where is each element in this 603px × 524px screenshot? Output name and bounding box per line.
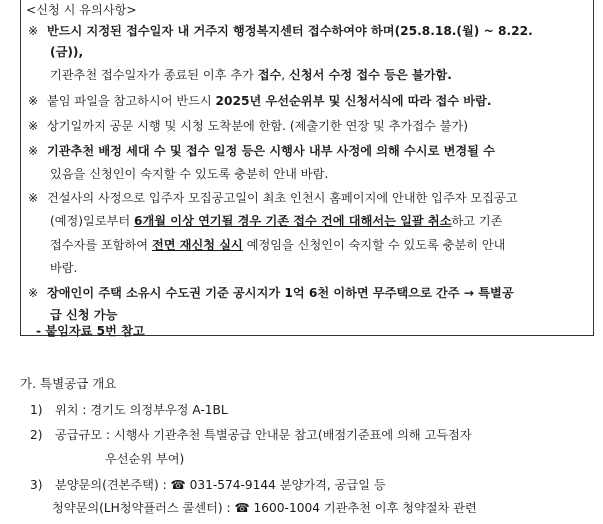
notice-bullet: ※ xyxy=(28,191,39,205)
notice-title: <신청 시 유의사항> xyxy=(26,3,137,17)
notice-line xyxy=(47,285,514,301)
notice-line xyxy=(47,118,468,134)
notice-footnote: - 붙임자료 5번 참고 xyxy=(36,324,145,338)
section-item-text: 위치 : 경기도 의정부우정 A-1BL xyxy=(55,403,228,417)
notice-bullet: ※ xyxy=(28,24,39,38)
notice-bullet: ※ xyxy=(28,286,39,300)
section-item-number: 2) xyxy=(30,428,43,442)
section-item-number: 1) xyxy=(30,403,43,417)
notice-line xyxy=(47,93,491,109)
notice-text: 접수 xyxy=(257,68,282,82)
notice-text: 2025년 우선순위부 및 신청서식에 따라 접수 바람. xyxy=(215,94,492,108)
notice-text: 붙임 파일을 참고하시어 반드시 xyxy=(47,94,216,108)
notice-text: 반드시 지정된 접수일자 내 거주지 행정복지센터 접수하여야 하며(25.8.18.(월) ~ 8.22. xyxy=(47,24,533,38)
notice-line xyxy=(47,190,517,206)
notice-text: 기관추천 접수일자가 종료된 이후 추가 xyxy=(50,68,258,82)
notice-bullet: ※ xyxy=(28,144,39,158)
notice-text: 있음을 신청인이 숙지할 수 있도록 충분히 안내 바람. xyxy=(50,167,329,181)
notice-line xyxy=(50,166,328,182)
notice-text: 장애인이 주택 소유시 수도권 기준 공시지가 1억 6천 이하면 무주택으로 간주 → 특별공 xyxy=(47,286,514,300)
notice-text: 급 신청 가능 xyxy=(50,308,118,322)
notice-text: , xyxy=(281,68,290,82)
notice-text: 바람. xyxy=(50,261,78,275)
notice-line xyxy=(50,213,502,229)
notice-line xyxy=(50,307,117,323)
notice-text: 전면 재신청 실시 xyxy=(151,238,243,252)
notice-text: 건설사의 사정으로 입주자 모집공고일이 최초 인천시 홈페이지에 안내한 입주자 모집공고 xyxy=(47,191,518,205)
notice-text: 기관추천 배정 세대 수 및 접수 일정 등은 시행사 내부 사정에 의해 수시로 변경될 수 xyxy=(47,144,495,158)
notice-text: 6개월 이상 연기될 경우 기존 접수 건에 대해서는 일괄 취소 xyxy=(134,214,452,228)
notice-line xyxy=(50,237,505,253)
notice-text: 접수자를 포함하여 xyxy=(50,238,152,252)
notice-line xyxy=(47,143,495,159)
notice-line xyxy=(50,260,77,276)
notice-line xyxy=(47,23,533,39)
notice-text: 예정임을 신청인이 숙지할 수 있도록 충분히 안내 xyxy=(242,238,506,252)
section-title: 가. 특별공급 개요 xyxy=(20,376,117,391)
section-item-text: 공급규모 : 시행사 기관추천 특별공급 안내문 참고(배점기준표에 의해 고득점자 xyxy=(55,428,472,442)
notice-line xyxy=(50,44,83,60)
section-item-text: 분양문의(견본주택) : ☎ 031-574-9144 분양가격, 공급일 등 xyxy=(55,478,386,492)
notice-bullet: ※ xyxy=(28,119,39,133)
notice-text: 상기일까지 공문 시행 및 시청 도착분에 한함. (제출기한 연장 및 추가접수 불가) xyxy=(47,119,468,133)
notice-text: 하고 기존 xyxy=(451,214,503,228)
section-item-text: 우선순위 부여) xyxy=(105,452,185,466)
notice-line xyxy=(50,67,452,83)
notice-text: 신청서 수정 접수 등은 불가함. xyxy=(289,68,452,82)
notice-bullet: ※ xyxy=(28,94,39,108)
section-item-number: 3) xyxy=(30,478,43,492)
section-item-text: 청약문의(LH청약플러스 콜센터) : ☎ 1600-1004 기관추천 이후 청약절차 관련 xyxy=(52,501,477,515)
notice-text: (금)), xyxy=(50,45,84,59)
notice-text: (예정)일로부터 xyxy=(50,214,135,228)
